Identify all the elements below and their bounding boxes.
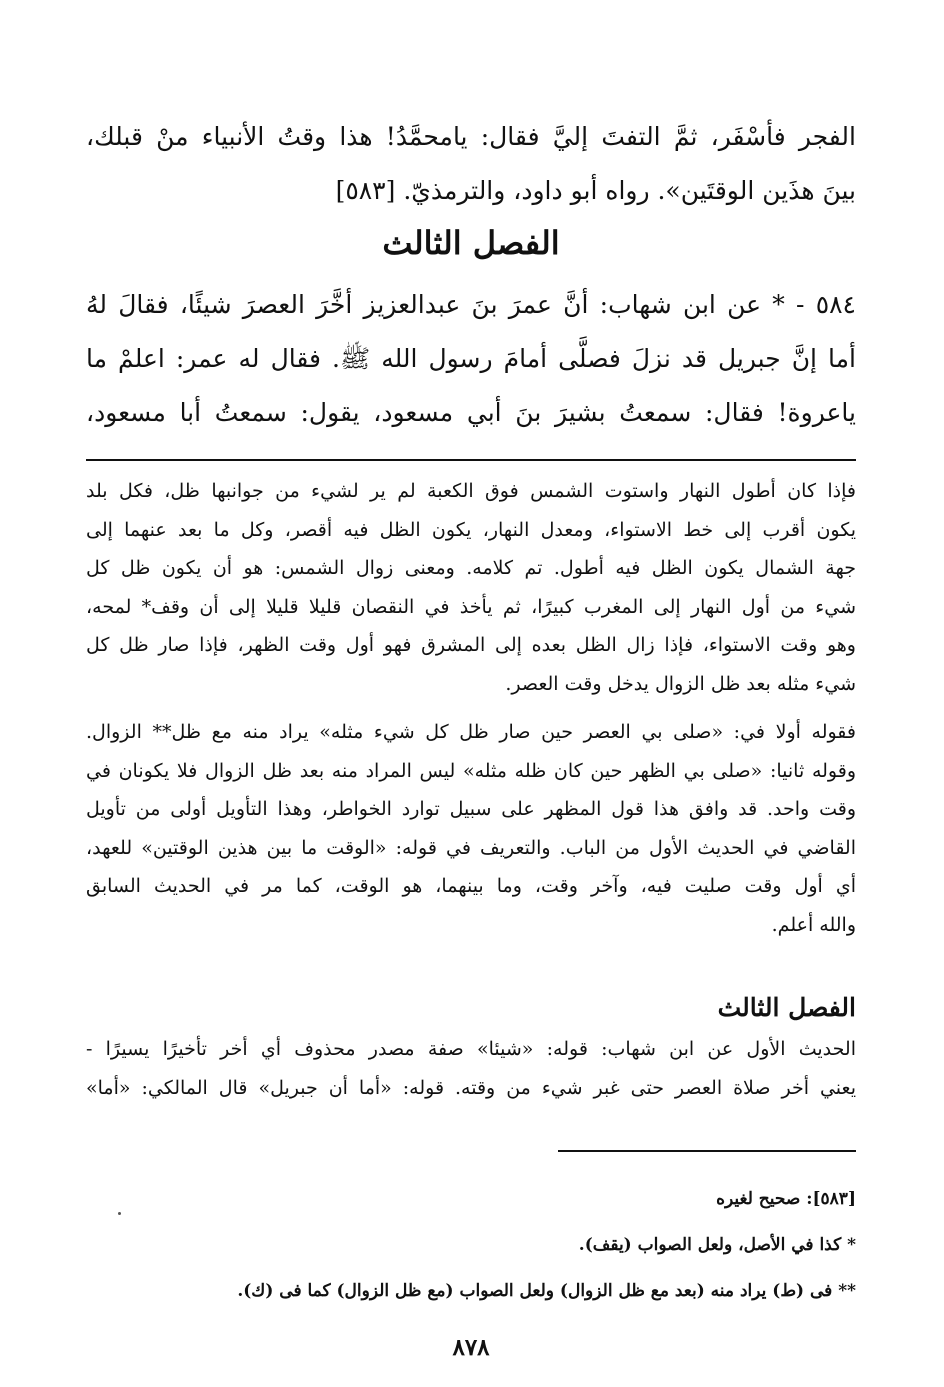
footnote-grade: [٥٨٣]: صحيح لغيره	[716, 1189, 856, 1209]
commentary-divider	[86, 459, 856, 461]
footnote-double-star: ** فى (ط) يراد منه (بعد مع ظل الزوال) ولعل الصواب (مع ظل الزوال) كما فى (ك).	[237, 1281, 856, 1301]
footnote-divider	[558, 1150, 856, 1152]
commentary-line: يعني أخر صلاة العصر حتى غبر شيء من وقته. قوله: «أما أن جبريل» قال المالكي: «أما»	[86, 1076, 856, 1099]
hadith-line: أما إنَّ جبريل قد نزلَ فصلَّى أمامَ رسول الله ﷺ. فقال له عمر: اعلمْ ما	[86, 344, 856, 373]
footnote-star: * كذا في الأصل، ولعل الصواب (يقف).	[578, 1235, 856, 1255]
commentary-line: فقوله أولا في: «صلى بي العصر حين صار ظل كل شيء مثله» يراد منه مع ظل** الزوال.	[86, 721, 856, 743]
scan-speck	[118, 1212, 121, 1215]
section-title: الفصل الثالث	[382, 224, 560, 262]
commentary-line: شيء مثله بعد ظل الزوال يدخل وقت العصر.	[505, 672, 856, 695]
main-text-line: بينَ هذَين الوقتَين». رواه أبو داود، والترمذيّ. [٥٨٣]	[335, 176, 856, 205]
hadith-584	[86, 278, 856, 440]
commentary-third-section	[86, 1030, 856, 1107]
commentary-line: الحديث الأول عن ابن شهاب: قوله: «شيئا» صفة مصدر محذوف أي أخر تأخيرًا يسيرًا -	[86, 1038, 856, 1060]
commentary-line: وقوله ثانيا: «صلى بي الظهر حين كان ظله مثله» ليس المراد منه بعد ظل الزوال فلا يكونان في	[86, 759, 856, 782]
commentary-line: فإذا كان أطول النهار واستوت الشمس فوق الكعبة لم ير لشيء من جوانبها ظل، فكل بلد	[86, 480, 856, 502]
main-text-line: الفجر فأسْفَر، ثمَّ التفتَ إليَّ فقال: يامحمَّدُ! هذا وقتُ الأنبياء منْ قبلك،	[86, 122, 856, 151]
hadith-line: ياعروة! فقال: سمعتُ بشيرَ بنَ أبي مسعود، يقول: سمعتُ أبا مسعود،	[86, 398, 856, 427]
main-text-continuation	[86, 110, 856, 218]
commentary-line: شيء من أول النهار إلى المغرب كبيرًا، ثم يأخذ في النقصان قليلا قليلا إلى أن وقف* لمحه،	[86, 595, 856, 618]
hadith-line: ٥٨٤ - * عن ابن شهاب: أنَّ عمرَ بنَ عبدالعزيز أخَّرَ العصرَ شيئًا، فقالَ لهُ	[86, 290, 856, 319]
page	[86, 0, 856, 1387]
commentary-line: وقت واحد. قد وافق هذا قول المظهر على سبيل توارد الخواطر، وهذا التأويل أولى من تأويل	[86, 798, 856, 820]
commentary-line: وهو وقت الاستواء، فإذا زال الظل بعده إلى المشرق فهو أول وقت الظهر، فإذا صار ظل كل	[86, 634, 856, 656]
commentary-line: جهة الشمال يكون الظل فيه أطول. تم كلامه. ومعنى زوال الشمس: هو أن يكون ظل كل	[86, 557, 856, 579]
commentary-section	[86, 472, 856, 944]
page-number: ٨٧٨	[452, 1334, 490, 1361]
commentary-line: والله أعلم.	[771, 913, 856, 936]
commentary-line: يكون أقرب إلى خط الاستواء، ومعدل النهار، يكون الظل فيه أقصر، وكل ما بعد عنهما إلى	[86, 518, 856, 541]
paragraph-gap	[86, 703, 856, 713]
commentary-line: القاضي في الحديث الأول من الباب. والتعريف في قوله: «الوقت ما بين هذين الوقتين» للعهد،	[86, 836, 856, 859]
commentary-section-title: الفصل الثالث	[717, 993, 856, 1022]
commentary-line: أي أول وقت صليت فيه، وآخر وقت، وما بينهما، هو الوقت، كما مر في الحديث السابق	[86, 875, 856, 897]
footnotes	[86, 1176, 856, 1314]
